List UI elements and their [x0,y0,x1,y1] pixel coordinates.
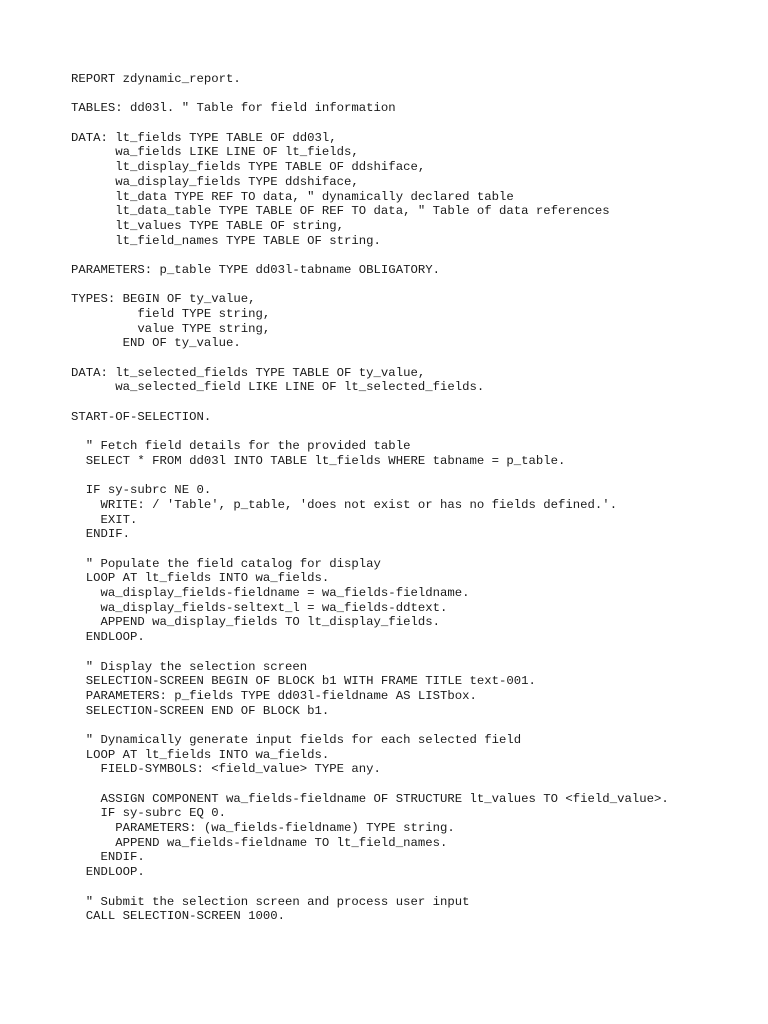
code-line: TYPES: BEGIN OF ty_value, [71,292,256,307]
code-line: PARAMETERS: p_fields TYPE dd03l-fieldname AS LISTbox. [71,688,477,703]
code-line [71,116,669,131]
abap-code-listing [71,72,669,924]
code-line: SELECTION-SCREEN BEGIN OF BLOCK b1 WITH FRAME TITLE text-001. [71,674,536,689]
code-line: lt_data_table TYPE TABLE OF REF TO data, " Table of data references [71,204,610,219]
code-line: lt_data TYPE REF TO data, " dynamically declared table [71,189,514,204]
code-line: APPEND wa_fields-fieldname TO lt_field_names. [71,835,448,850]
code-line: ASSIGN COMPONENT wa_fields-fieldname OF STRUCTURE lt_values TO <field_value>. [71,791,669,806]
code-line: " Dynamically generate input fields for each selected field [71,732,522,747]
code-line: wa_selected_field LIKE LINE OF lt_selected_fields. [71,380,485,395]
code-line [71,542,669,557]
code-line: WRITE: / 'Table', p_table, 'does not exist or has no fields defined.'. [71,497,618,512]
code-line: ENDLOOP. [71,865,145,880]
code-line: CALL SELECTION-SCREEN 1000. [71,909,286,924]
code-line: " Submit the selection screen and process user input [71,894,470,909]
code-line: " Display the selection screen [71,659,308,674]
code-line [71,351,669,366]
code-line: SELECTION-SCREEN END OF BLOCK b1. [71,703,330,718]
code-line: EXIT. [71,512,138,527]
code-line: IF sy-subrc EQ 0. [71,806,226,821]
code-line: PARAMETERS: p_table TYPE dd03l-tabname OBLIGATORY. [71,262,440,277]
code-line: value TYPE string, [71,321,271,336]
code-line [71,777,669,792]
code-line: " Fetch field details for the provided table [71,439,411,454]
code-line: field TYPE string, [71,307,271,321]
code-line: LOOP AT lt_fields INTO wa_fields. [71,571,330,586]
code-line: APPEND wa_display_fields TO lt_display_fields. [71,615,440,630]
code-line: IF sy-subrc NE 0. [71,483,212,498]
code-line: lt_display_fields TYPE TABLE OF ddshiface, [71,160,426,175]
code-line: wa_display_fields-fieldname = wa_fields-fieldname. [71,586,470,601]
code-line: END OF ty_value. [71,336,241,351]
code-line: ENDIF. [71,527,131,542]
code-line: PARAMETERS: (wa_fields-fieldname) TYPE string. [71,821,455,836]
code-line: TABLES: dd03l. " Table for field information [71,101,396,116]
code-line: ENDIF. [71,850,145,865]
code-line: REPORT zdynamic_report. [71,72,241,86]
code-line: lt_values TYPE TABLE OF string, [71,218,345,233]
code-line [71,248,669,263]
code-line [71,278,669,293]
code-line: SELECT * FROM dd03l INTO TABLE lt_fields WHERE tabname = p_table. [71,453,566,468]
code-line: wa_fields LIKE LINE OF lt_fields, [71,145,359,160]
code-line: DATA: lt_fields TYPE TABLE OF dd03l, [71,130,337,145]
code-line: " Populate the field catalog for display [71,556,381,571]
code-line [71,87,669,102]
code-line: START-OF-SELECTION. [71,409,212,424]
code-line [71,469,669,484]
code-line [71,880,669,895]
code-line [71,645,669,660]
code-line: lt_field_names TYPE TABLE OF string. [71,233,381,248]
code-line: wa_display_fields TYPE ddshiface, [71,174,359,189]
code-line [71,718,669,733]
code-line [71,425,669,440]
code-line: FIELD-SYMBOLS: <field_value> TYPE any. [71,762,381,777]
code-line: ENDLOOP. [71,630,145,645]
code-line: LOOP AT lt_fields INTO wa_fields. [71,747,330,762]
code-line [71,395,669,410]
code-line: DATA: lt_selected_fields TYPE TABLE OF ty_value, [71,365,426,380]
code-line: wa_display_fields-seltext_l = wa_fields-ddtext. [71,600,448,615]
